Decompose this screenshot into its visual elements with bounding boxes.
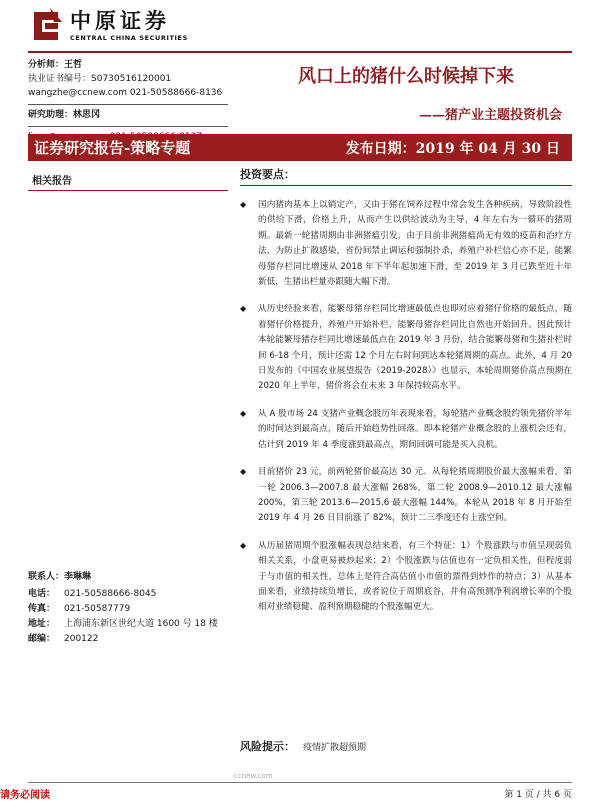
report-title: 风口上的猪什么时候掉下来 [298, 66, 514, 87]
contact-address-row [28, 617, 238, 632]
list-item [240, 302, 572, 394]
author-block [28, 58, 228, 144]
contact-zip-row [28, 632, 238, 647]
author-divider [28, 126, 228, 127]
list-item [240, 407, 572, 453]
address-label: 地址： [28, 619, 56, 629]
report-subtitle: ——猪产业主题投资机会 [418, 108, 562, 123]
logo-text-en: CENTRAL CHINA SECURITIES [70, 34, 188, 42]
list-item [240, 539, 572, 616]
contact-fax-row [28, 602, 238, 617]
footer-url: ccnew.com [230, 772, 277, 780]
logo-mark-icon [28, 8, 64, 44]
risk-label: 风险提示： [240, 740, 295, 753]
fax-value: 021-50587779 [64, 604, 131, 614]
logo-text-cn: 中原证券 [70, 8, 170, 33]
page-number: 第 1 页 / 共 6 页 [504, 790, 572, 800]
fax-label: 传真： [28, 604, 56, 614]
bullet-icon: ◆ [240, 540, 247, 550]
bullet-icon: ◆ [240, 467, 247, 477]
phone-label: 电话： [28, 589, 56, 599]
assistant-name: 研究助理：林思冈 [28, 110, 101, 120]
highlights-list [240, 198, 572, 616]
zip-value: 200122 [64, 634, 99, 644]
related-reports [28, 170, 228, 191]
bullet-text: 国内猪肉基本上以销定产，又由于猪在饲养过程中常会发生各种疾病，导致阶段性的供给下滑，价格上升，从而产生以供给波动为主导，4 年左右为一循环的猪周期。最新一轮猪周期由非洲猪瘟引发，由于目前非洲猪瘟尚无有效的疫苗和治疗方法，为防止扩散感染，省份间禁止调运和强制扑杀，养殖户补栏信心亦不足，能繁母猪存栏同比增速从 2018 年下半年起加速下滑，至 2019 年 3 月已跌至近十年新低，生猪出栏量亦跟随大幅下滑。 [258, 200, 572, 288]
bullet-icon: ◆ [240, 200, 247, 209]
phone-value: 021-50588666-8045 [64, 589, 157, 599]
contact-block [28, 570, 238, 647]
bullet-text: 从历届猪周期个股涨幅表现总结来看，有三个特征：1）个股涨跌与市值呈现弱负相关关系，小盘更易被炒起来；2）个股涨跌与估值也有一定负相关性，但程度弱于与市值的相关性，总体上是符合高估值小市值的票得到炒作的特点；3）从基本面来看，业绩持续负增长，或者说位于周期底谷，并有高预测净利润增长率的个股相对业绩稳健、盈利预期稳健的个股涨幅更大。 [258, 540, 572, 613]
contact-phone-row [28, 587, 238, 602]
contact-person: 联系人：李琳琳 [28, 572, 92, 582]
footer-divider [28, 782, 572, 783]
highlights-heading: 投资要点： [240, 166, 572, 186]
zip-label: 邮编： [28, 634, 56, 644]
author-divider [28, 104, 228, 105]
report-banner [28, 134, 572, 161]
bullet-text: 目前猪价 23 元，前两轮猪价最高达 30 元。从每轮猪周期股价最大涨幅来看，第一轮 2006.3—2007.8 最大涨幅 268%，第二轮 2008.9—2010.12 最大涨幅 200%，第三轮 2013.6—2015.6 最大涨幅 144%。本轮从 2018 年 8 月开始至 2019 年 4 月 26 日目前涨了 82%，预计二三季度还有上涨空间。 [258, 467, 572, 524]
analyst-cert: 执业证书编号：S0730516120001 [28, 74, 172, 84]
analyst-name: 分析师：王哲 [28, 60, 83, 70]
bullet-icon: ◆ [240, 408, 247, 418]
bullet-text: 从 A 股市场 24 支猪产业概念股历年表现来看，每轮猪产业概念股约领先猪价半年的时间达到最高点，随后开始趋势性回落。即本轮猪产业概念股的上涨机会还有，估计到 2019 年 4 季度涨到最高点，期间回调可能是买入良机。 [258, 408, 572, 450]
publish-date: 发布日期：2019 年 04 月 30 日 [345, 140, 560, 157]
risk-warning [240, 738, 572, 754]
company-logo [28, 8, 188, 44]
investment-highlights [240, 166, 572, 628]
risk-text: 疫情扩散超预期 [303, 743, 367, 753]
list-item [240, 465, 572, 527]
report-type: 证券研究报告-策略专题 [34, 139, 191, 157]
header-divider [28, 51, 572, 53]
footer-watermark: 请务必阅读 [0, 790, 50, 801]
bullet-icon: ◆ [240, 304, 247, 314]
list-item [240, 198, 572, 290]
bullet-text: 从历史经验来看，能繁母猪存栏同比增速最低点也即对应着猪仔价格的最低点，随着猪仔价格提升，养殖户开始补栏，能繁母猪存栏同比自然也开始回升。因此预计本轮能繁母猪存栏同比增速最低点在 2019 年 3 月份，结合能繁母猪和生猪补栏时间 6-18 个月，预计还需 12 个月左右时间到达本轮猪周期的高点。此外，4 月 20 日发布的《中国农业展望报告（2019-2028）》也显示，本轮周期猪价高点预期在 2020 年上半年，猪价将会在未来 3 年保持较高水平。 [258, 304, 572, 392]
analyst-contact: wangzhe@ccnew.com 021-50588666-8136 [28, 88, 223, 98]
related-reports-heading: 相关报告 [28, 170, 228, 191]
address-value: 上海浦东新区世纪大道 1600 号 18 楼 [64, 619, 218, 629]
